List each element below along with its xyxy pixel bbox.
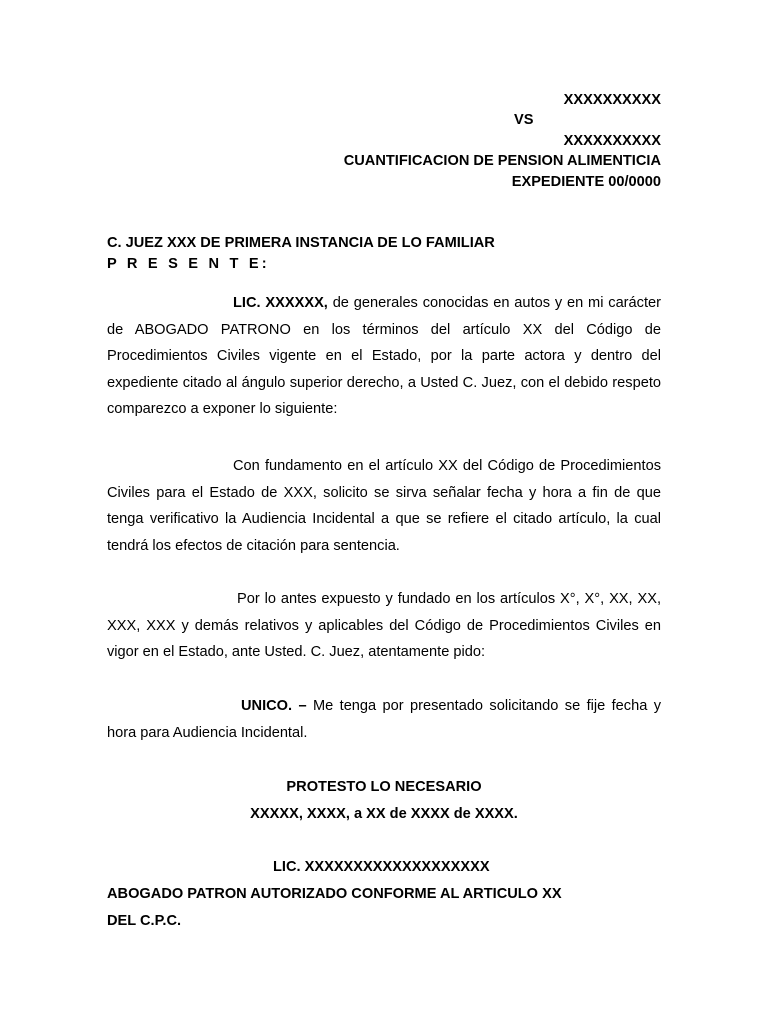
paragraph-appearance	[107, 290, 661, 423]
versus-label: VS	[514, 112, 534, 128]
signer-name: LIC. XXXXXXXXXXXXXXXXXXX	[273, 859, 490, 875]
paragraph-appearance-text: de generales conocidas en autos y en mi carácter de ABOGADO PATRONO en los términos del artículo XX del Código de Procedimientos Civiles vigente en el Estado, por la parte actora y dentro del expediente citado al ángulo superior derecho, a Usted C. Juez, con el debido respeto comparezco a exponer lo siguiente:	[107, 295, 661, 418]
petition-label: UNICO. –	[241, 698, 307, 714]
paragraph-petition-text: Me tenga por presentado solicitando se fije fecha y hora para Audiencia Incidental.	[107, 698, 662, 741]
case-number: EXPEDIENTE 00/0000	[511, 174, 661, 190]
paragraph-grounds-text: Con fundamento en el artículo XX del Código de Procedimientos Civiles para el Estado de XXX, solicito se sirva señalar fecha y hora a fin de que tenga verificativo la Audiencia Incidental a que se refiere el citado artículo, la cual tendrá los efectos de citación para sentencia.	[107, 458, 661, 554]
protest-line: PROTESTO LO NECESARIO	[286, 779, 482, 795]
signer-role-line-2: DEL C.P.C.	[107, 913, 182, 929]
signer-role-line-1: ABOGADO PATRON AUTORIZADO CONFORME AL ARTICULO XX	[107, 886, 562, 902]
present-label: P R E S E N T E:	[107, 256, 270, 272]
place-date: XXXXX, XXXX, a XX de XXXX de XXXX.	[250, 806, 518, 822]
lawyer-name: LIC. XXXXXX,	[233, 295, 328, 311]
party-a: XXXXXXXXXX	[563, 92, 661, 108]
party-b: XXXXXXXXXX	[563, 133, 661, 149]
paragraph-request	[107, 586, 661, 666]
judge-addressee: C. JUEZ XXX DE PRIMERA INSTANCIA DE LO FAMILIAR	[107, 235, 495, 251]
paragraph-petition	[107, 693, 661, 746]
case-subject: CUANTIFICACION DE PENSION ALIMENTICIA	[343, 153, 661, 169]
paragraph-grounds	[107, 453, 661, 559]
paragraph-request-text: Por lo antes expuesto y fundado en los artículos X°, X°, XX, XX, XXX, XXX y demás relativos y aplicables del Código de Procedimientos Civiles en vigor en el Estado, ante Usted. C. Juez, atentamente pido:	[107, 591, 661, 661]
